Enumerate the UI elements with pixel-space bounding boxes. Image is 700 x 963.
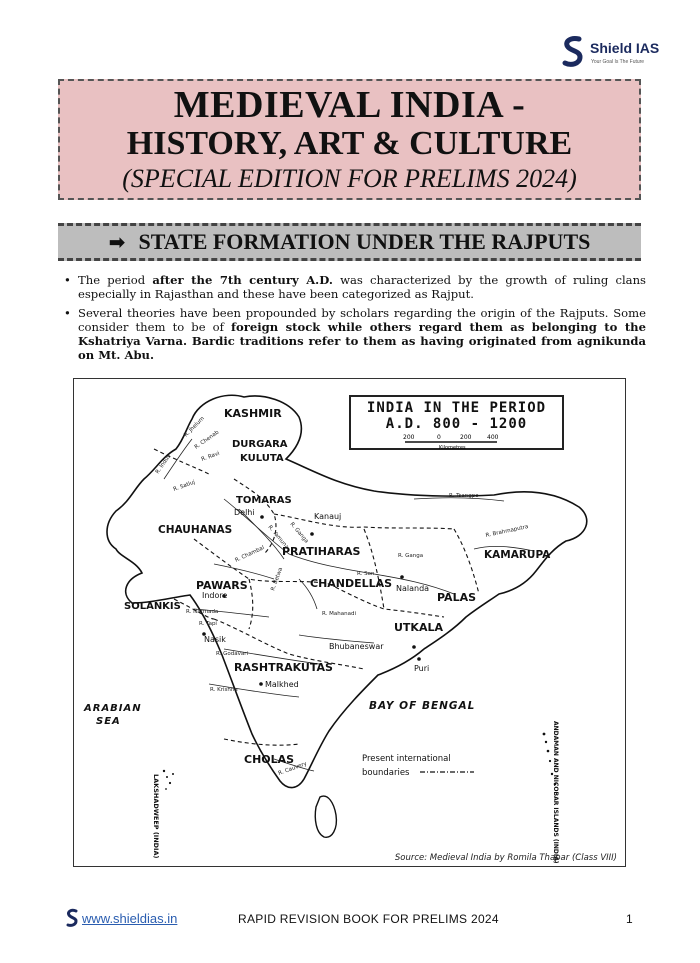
bullet-text: Several theories have been propounded by scholars regarding the origin of the Rajputs. Some consider them to be of (78, 306, 646, 334)
label-utkala: UTKALA (394, 621, 443, 634)
bullet-text: was characterized by the growth of ruling clans especially in Rajasthan and these have been categorized as Rajput. (78, 273, 646, 301)
label-river-godavari: R. Godavari (216, 651, 249, 657)
label-river-ganga-east: R. Ganga (398, 553, 424, 559)
label-kashmir: KASHMIR (224, 407, 282, 420)
bullet-bold-text: after the 7th century A.D. (152, 273, 333, 287)
map-drawing (74, 379, 626, 867)
label-chauhanas: CHAUHANAS (158, 524, 233, 536)
list-item (78, 306, 646, 362)
label-kamarupa: KAMARUPA (484, 549, 551, 561)
label-river-cauvery: R. Cauvery (277, 760, 308, 777)
label-palas: PALAS (437, 591, 477, 604)
scale-bar (397, 432, 517, 450)
label-kuluta: KULUTA (240, 453, 284, 464)
label-river-tsangpo: R. Tsangpo (449, 493, 479, 499)
label-river-jhelum: R. Jhelum (183, 415, 206, 439)
brand-name: Shield IAS (590, 40, 660, 56)
scale-tick: 0 (436, 434, 441, 441)
label-river-ravi: R. Ravi (200, 450, 221, 463)
label-rashtrakutas: RASHTRAKUTAS (234, 661, 333, 674)
label-bhubaneswar: Bhubaneswar (329, 642, 384, 651)
label-solankis: SOLANKIS (124, 601, 181, 612)
label-river-chenab: R. Chenab (193, 429, 221, 451)
label-indore: Indore (202, 591, 228, 600)
title-line-3: (SPECIAL EDITION FOR PRELIMS 2024) (122, 164, 577, 193)
page-number: 1 (626, 912, 633, 926)
label-river-ganga: R. Ganga (288, 521, 310, 545)
bullet-text: The period (78, 273, 153, 287)
scale-tick: 200 (402, 434, 414, 441)
label-pawars: PAWARS (196, 579, 248, 592)
section-heading (58, 223, 641, 261)
label-delhi: Delhi (234, 508, 255, 517)
label-river-mahanadi: R. Mahanadi (322, 611, 356, 617)
label-puri: Puri (414, 664, 430, 673)
label-boundary-2: boundaries (362, 768, 410, 778)
label-nasik: Nasik (204, 635, 226, 644)
bullet-list (66, 273, 646, 367)
label-bay-of-bengal: BAY OF BENGAL (369, 700, 476, 712)
label-chandellas: CHANDELLAS (310, 577, 393, 590)
scale-tick: 400 (486, 434, 498, 441)
sri-lanka-outline (315, 796, 336, 837)
title-banner (58, 79, 641, 200)
map-source: Source: Medieval India by Romila Thapar (Class VIII) (394, 853, 617, 863)
label-river-indus: R. Indus (154, 453, 173, 476)
label-river-yamuna: R. Yamuna (266, 524, 290, 551)
label-pratiharas: PRATIHARAS (282, 545, 361, 558)
label-river-brahmaputra: R. Brahmaputra (485, 524, 529, 539)
brand-logo (560, 35, 680, 71)
shield-logo-icon (560, 35, 586, 69)
map-outline (107, 395, 587, 787)
rivers (164, 439, 534, 771)
label-cholas: CHOLAS (244, 753, 295, 766)
label-malkhed: Malkhed (265, 680, 299, 689)
legend-title-1: INDIA IN THE PERIOD (366, 400, 547, 416)
label-river-betwa: R. Betwa (270, 566, 285, 592)
shield-logo-icon (65, 908, 79, 928)
label-river-narmada: R. Narmada (186, 609, 219, 615)
label-nalanda: Nalanda (396, 584, 430, 593)
label-river-tapi: R. Tapi (199, 621, 217, 627)
scale-unit: Kilometres (438, 445, 466, 450)
label-arabian-sea-2: SEA (96, 716, 121, 727)
website-link[interactable]: www.shieldias.in (82, 911, 178, 926)
label-river-satluj: R. Satluj (172, 479, 197, 493)
brand-tagline: Your Goal Is The Future (591, 59, 645, 65)
footer-title: RAPID REVISION BOOK FOR PRELIMS 2024 (238, 912, 499, 926)
section-title: STATE FORMATION UNDER THE RAJPUTS (138, 229, 591, 254)
label-durgara: DURGARA (232, 439, 288, 450)
bullet-bold-text: foreign stock while others regard them as belonging to the Kshatriya Varna. Bardic traditions refer to them as having originated from (78, 320, 646, 348)
label-lakshadweep: LAKSHADWEEP (INDIA) (152, 774, 160, 859)
label-tomaras: TOMARAS (236, 495, 292, 506)
legend-title-2: A.D. 800 - 1200 (385, 416, 528, 432)
label-kanauj: Kanauj (314, 512, 342, 521)
india-map (73, 378, 626, 867)
label-boundary-1: Present international (362, 754, 451, 764)
title-line-2: HISTORY, ART & CULTURE (126, 125, 573, 162)
label-river-krishna: R. Krishna (210, 687, 238, 693)
title-line-1: MEDIEVAL INDIA - (173, 84, 526, 126)
label-river-chambal: R. Chambal (234, 545, 266, 564)
bullet-bold-text: agnikunda on Mt. Abu. (78, 334, 646, 362)
list-item (78, 273, 646, 301)
label-arabian-sea-1: ARABIAN (84, 703, 142, 714)
label-andaman: ANDAMAN AND NICOBAR ISLANDS (INDIA) (552, 721, 559, 864)
map-legend (349, 395, 564, 450)
scale-tick: 200 (459, 434, 471, 441)
label-river-son: R. Son (357, 571, 375, 577)
arrow-right-icon: ➡ (108, 230, 126, 254)
island-dots (163, 733, 557, 790)
